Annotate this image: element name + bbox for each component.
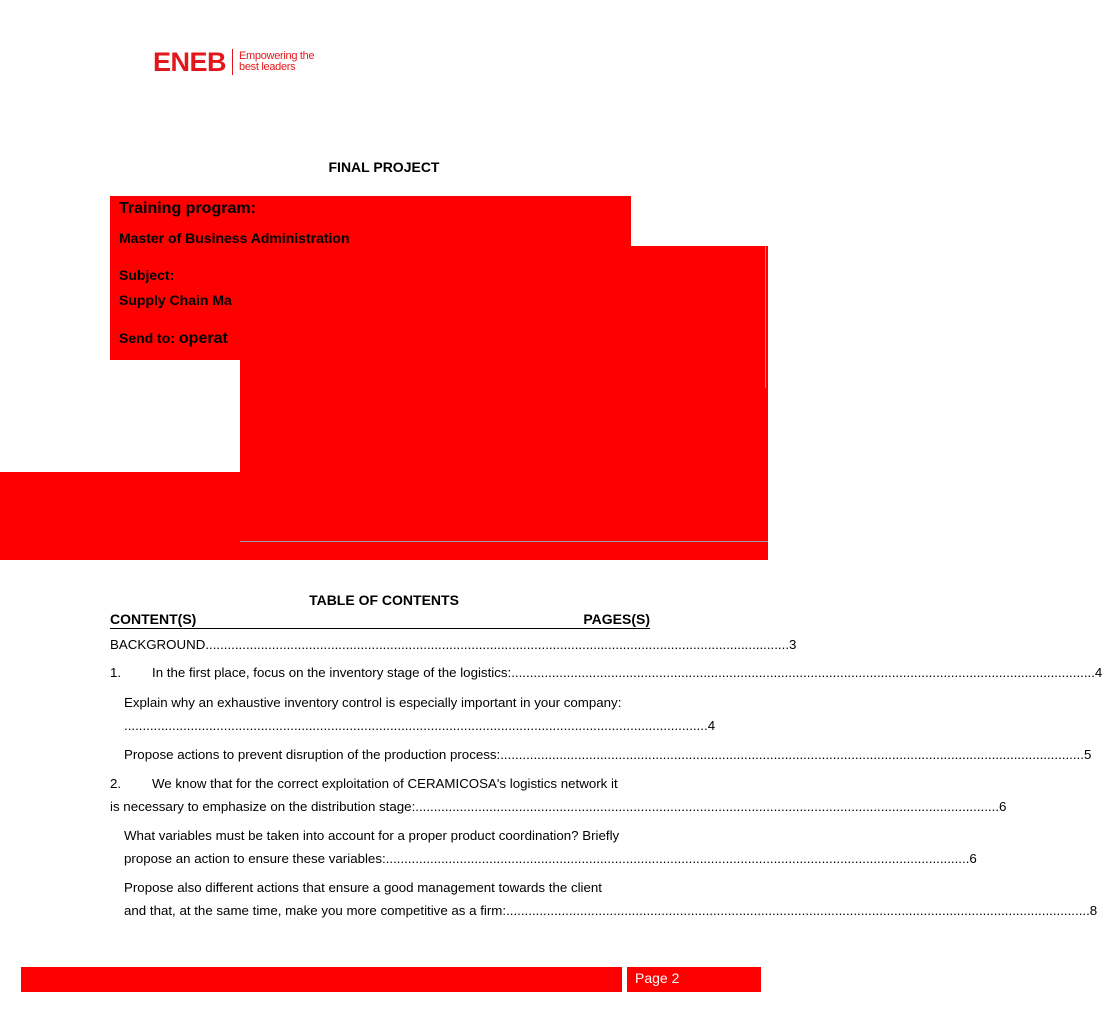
toc-entry-number: 1. xyxy=(110,665,122,680)
toc-leader-dots: .............................................................................................................................................................. xyxy=(415,799,999,814)
redaction-border-bottom xyxy=(240,541,768,542)
toc-entry-2b-line2[interactable] xyxy=(124,903,1098,918)
toc-entry-2a-line2[interactable] xyxy=(124,851,977,866)
logo-brand: ENEB xyxy=(153,46,227,77)
toc-entry-page: 3 xyxy=(789,637,797,652)
toc-entry-label: Explain why an exhaustive inventory control is especially important in your company: xyxy=(124,695,622,710)
redaction-border-right xyxy=(765,246,766,388)
toc-entry-2b-line1[interactable] xyxy=(124,880,657,895)
toc-entry-number: 2. xyxy=(110,776,122,791)
toc-entry-page: 5 xyxy=(1083,747,1092,762)
toc-entry-2-line1[interactable] xyxy=(110,776,657,791)
toc-entry-1b[interactable] xyxy=(124,747,1092,762)
toc-entry-label: is necessary to emphasize on the distribution stage: xyxy=(110,799,416,814)
toc-col-contents: CONTENT(S) xyxy=(110,611,197,627)
toc-entry-label: and that, at the same time, make you more competitive as a firm: xyxy=(124,903,507,918)
toc-entry-label: propose an action to ensure these variables: xyxy=(124,851,386,866)
toc-entry-page: 4 xyxy=(707,718,716,733)
toc-entry-page: 6 xyxy=(998,799,1007,814)
training-program-label: Training program: xyxy=(119,200,256,217)
toc-entry-label: Propose also different actions that ensure a good management towards the client xyxy=(124,880,602,895)
send-to-value: operat xyxy=(178,330,228,347)
toc-entry-label: We know that for the correct exploitation of CERAMICOSA's logistics network it xyxy=(152,776,618,791)
toc-leader-dots: .............................................................................................................................................................. xyxy=(205,637,790,652)
logo-tagline-line2: best leaders xyxy=(239,61,296,73)
toc-entry-background[interactable] xyxy=(110,637,797,652)
toc-entry-label: Propose actions to prevent disruption of the production process: xyxy=(124,747,501,762)
toc-col-pages: PAGES(S) xyxy=(583,611,650,627)
redaction-block-wide xyxy=(0,472,768,560)
toc-entry-page: 4 xyxy=(1094,665,1102,680)
send-to-label: Send to: xyxy=(119,330,175,346)
toc-title: TABLE OF CONTENTS xyxy=(309,592,459,608)
toc-entry-1a-line2[interactable] xyxy=(124,718,716,733)
toc-entry-2a-line1[interactable] xyxy=(124,828,657,843)
toc-entry-page: 6 xyxy=(969,851,977,866)
toc-leader-dots: .............................................................................................................................................................. xyxy=(385,851,970,866)
training-program-value: Master of Business Administration xyxy=(119,230,350,246)
logo-tagline-line1: Empowering the xyxy=(239,50,315,62)
toc-header xyxy=(110,611,650,629)
footer-bar xyxy=(21,967,622,992)
toc-entry-1[interactable] xyxy=(110,665,1102,680)
send-to-row xyxy=(119,330,228,348)
logo-divider xyxy=(232,49,233,75)
subject-value: Supply Chain Ma xyxy=(119,292,232,308)
logo-tagline xyxy=(239,51,314,73)
toc-entry-label: In the first place, focus on the inventory stage of the logistics: xyxy=(152,665,512,680)
toc-entry-label: What variables must be taken into account for a proper product coordination? Briefly xyxy=(124,828,620,843)
toc-entry-label: BACKGROUND xyxy=(110,637,206,652)
eneb-logo xyxy=(112,44,360,80)
toc-entry-2-line2[interactable] xyxy=(110,799,1007,814)
toc-leader-dots: .............................................................................................................................................................. xyxy=(124,718,708,733)
toc-leader-dots: .............................................................................................................................................................. xyxy=(511,665,1095,680)
toc-leader-dots: .............................................................................................................................................................. xyxy=(500,747,1084,762)
document-title: FINAL PROJECT xyxy=(328,159,440,175)
footer-page-number: Page 2 xyxy=(627,967,761,992)
toc-entry-1a-line1[interactable] xyxy=(124,695,657,710)
toc-entry-page: 8 xyxy=(1089,903,1098,918)
subject-label: Subject: xyxy=(119,267,175,283)
toc-leader-dots: .............................................................................................................................................................. xyxy=(506,903,1090,918)
